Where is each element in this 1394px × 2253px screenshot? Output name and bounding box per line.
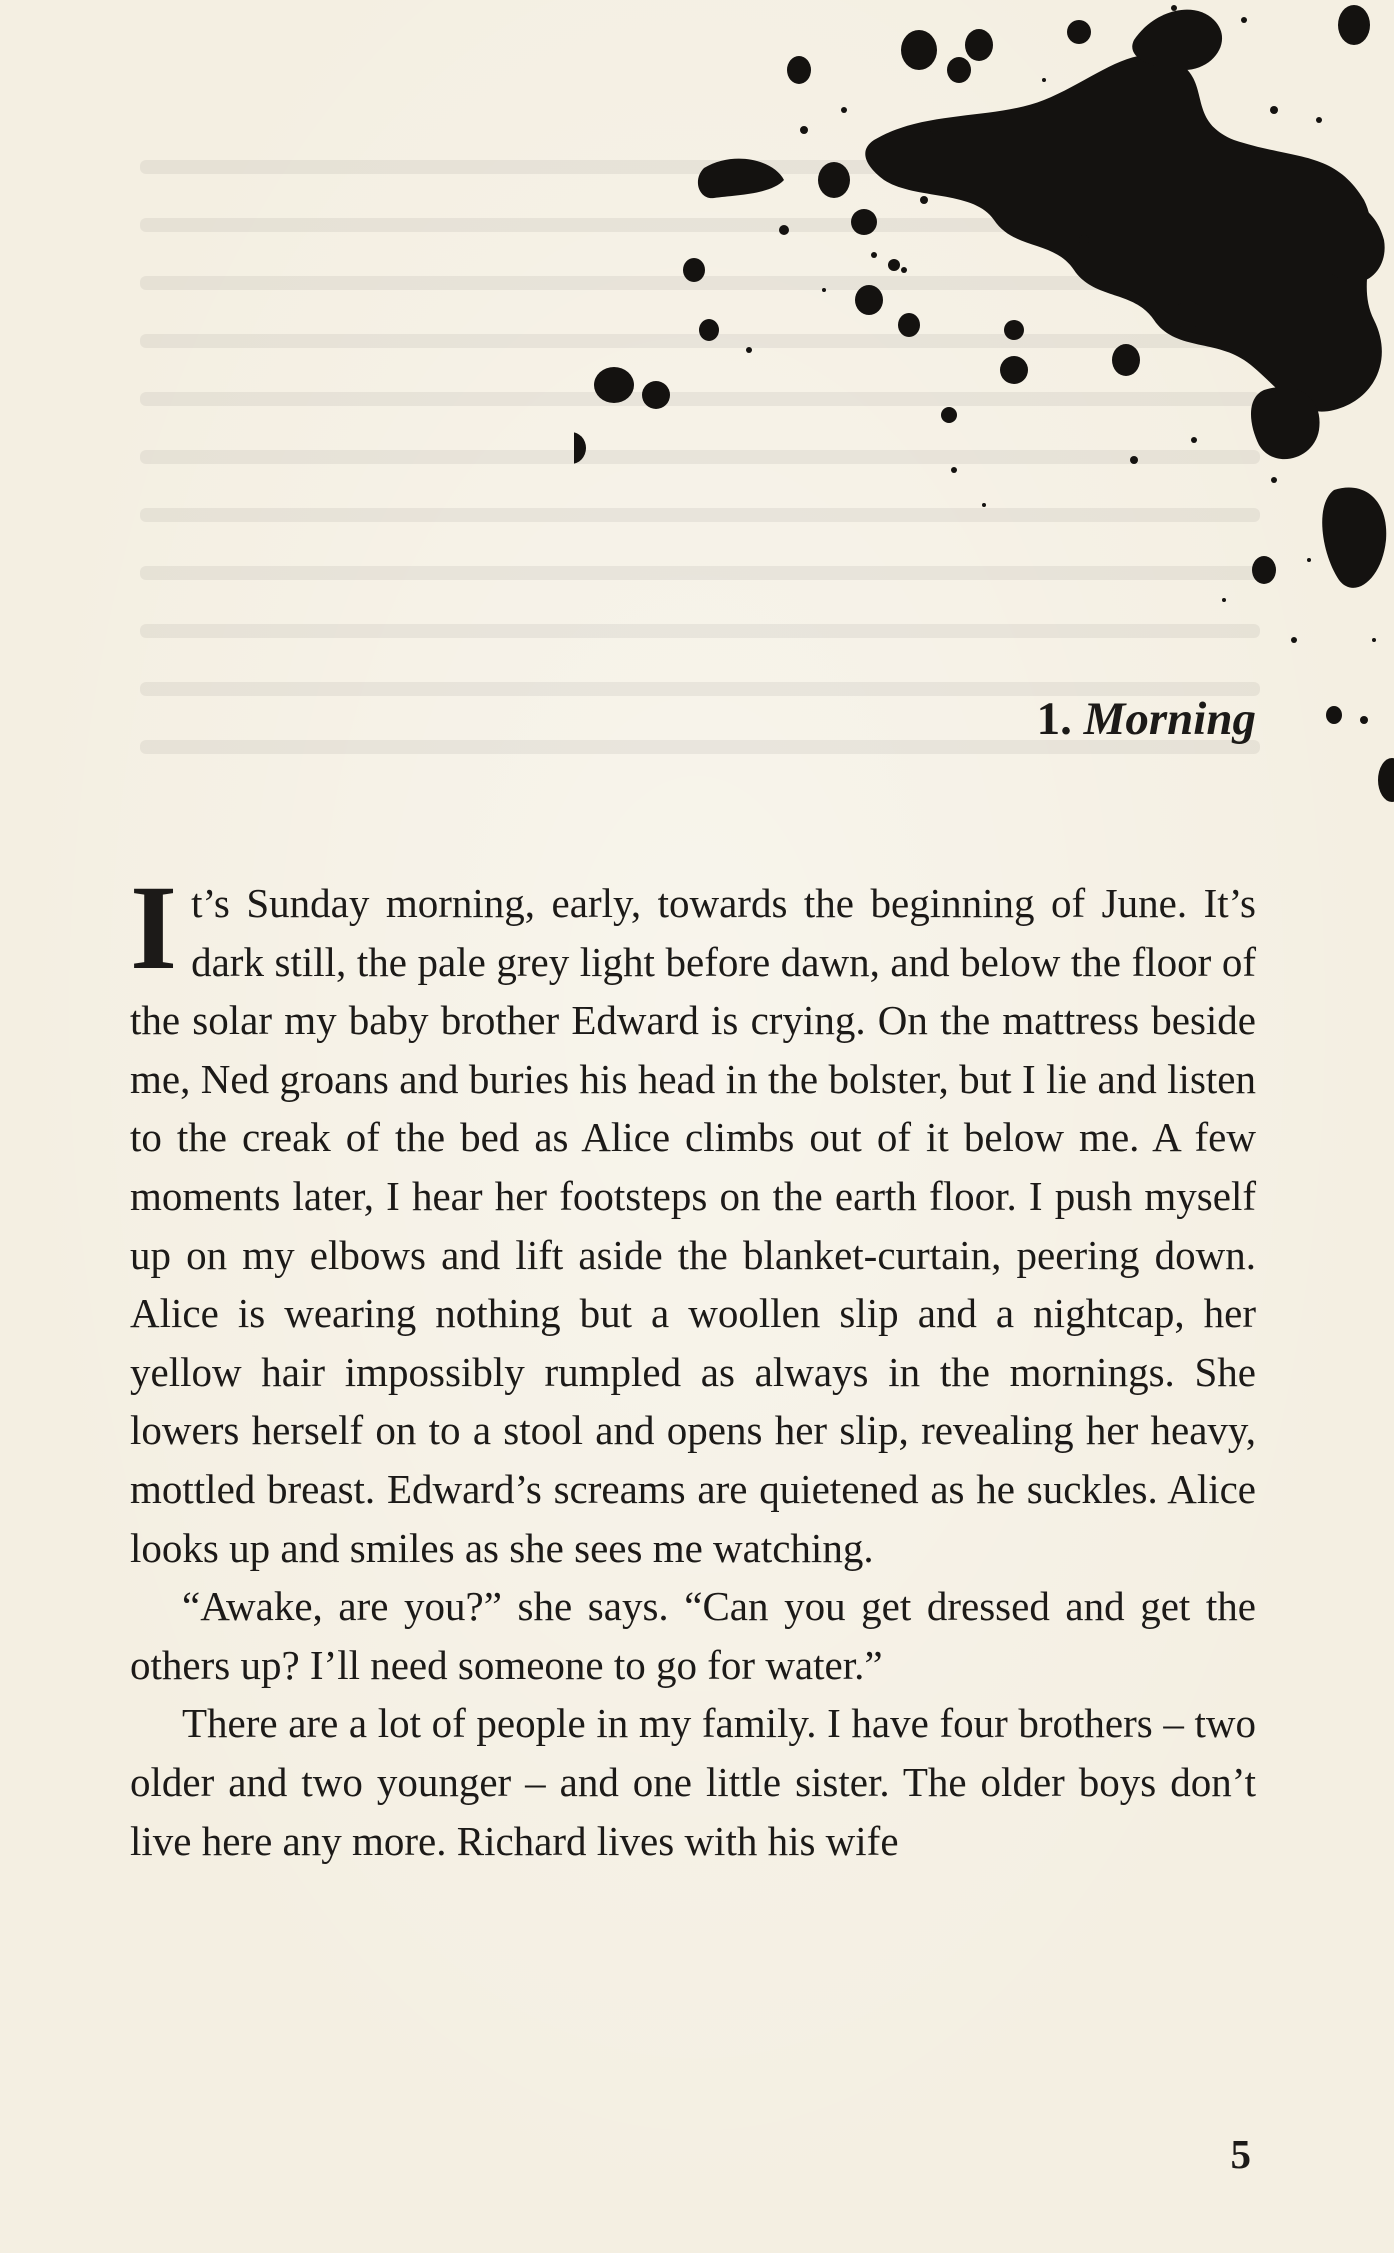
paragraph-2: “Awake, are you?” she says. “Can you get dressed and get the others up? I’ll need someone to go for water.” xyxy=(130,1583,1256,1688)
page-number: 5 xyxy=(1230,2131,1251,2177)
paragraph-3: There are a lot of people in my family. I have four brothers – two older and two younger – and one little sister. The older boys don’t live here any more. Richard lives with his wife xyxy=(130,1700,1256,1864)
ink-splatter-illustration xyxy=(574,0,1394,820)
drop-cap: I xyxy=(130,861,178,995)
chapter-body xyxy=(130,861,1256,1870)
paragraph-1-text: t’s Sunday morning, early, towards the beginning of June. It’s dark still, the pale grey light before dawn, and below the floor of the solar my baby brother Edward is crying. On the mattress beside me, Ned groans and buries his head in the bolster, but I lie and listen to the creak of the bed as Alice climbs out of it below me. A few moments later, I hear her footsteps on the earth floor. I push myself up on my elbows and lift aside the blanket-curtain, peering down. Alice is wearing nothing but a woollen slip and a nightcap, her yellow hair impossibly rumpled as always in the mornings. She lowers herself on to a stool and opens her slip, revealing her heavy, mottled breast. Edward’s screams are quietened as he suckles. Alice looks up and smiles as she sees me watching. xyxy=(130,880,1256,1571)
paragraph-1 xyxy=(130,861,1256,1577)
chapter-number: 1. xyxy=(1036,693,1072,745)
chapter-title: Morning xyxy=(1083,693,1256,745)
chapter-heading xyxy=(1037,692,1256,746)
